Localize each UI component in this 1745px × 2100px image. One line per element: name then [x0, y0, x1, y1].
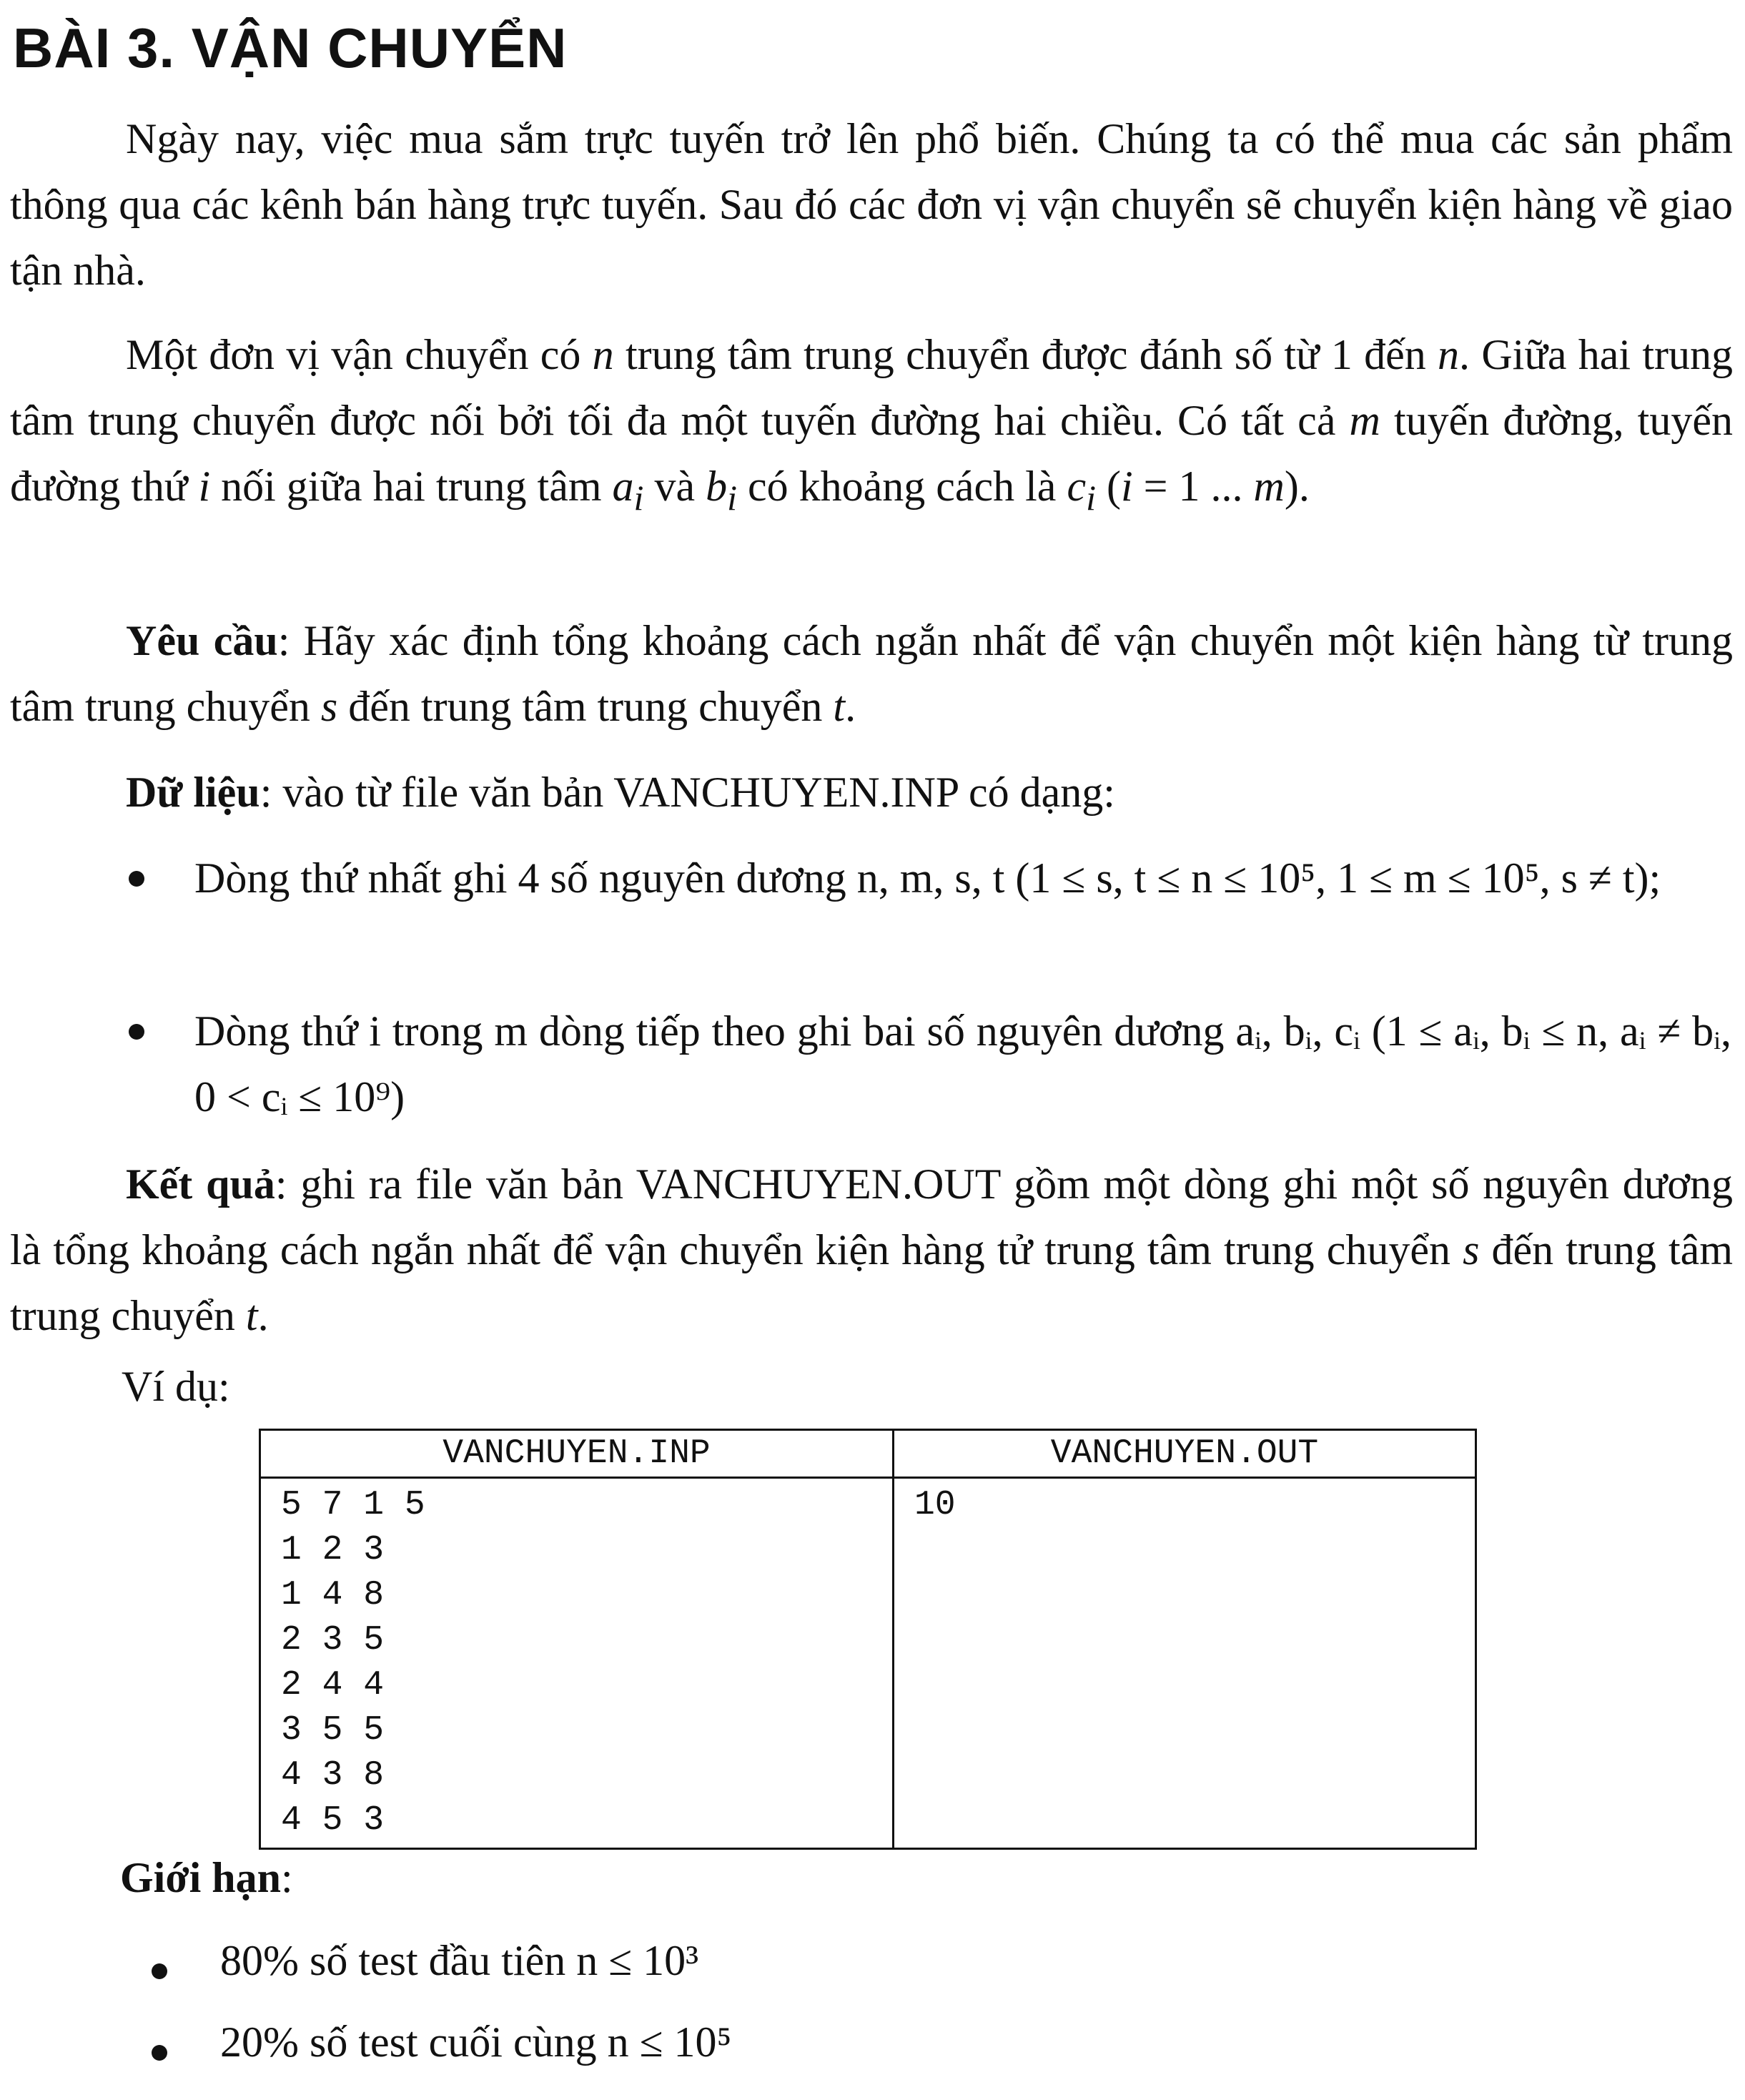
input-label: Dữ liệu — [126, 769, 260, 816]
text-span: tuyến đường, tuyến đường thứ — [10, 397, 1733, 510]
text-span: ( — [1096, 463, 1121, 510]
math-n: n — [592, 331, 614, 378]
input-line: 2 3 5 — [281, 1621, 385, 1660]
text-span: đến trung tâm trung chuyển — [10, 1226, 1733, 1339]
text-span: . — [845, 683, 856, 730]
text-span: Một đơn vị vận chuyển có — [126, 331, 593, 378]
input-bullet-2: Dòng thứ i trong m dòng tiếp theo ghi bai số nguyên dương aᵢ, bᵢ, cᵢ (1 ≤ aᵢ, bᵢ ≤ n, aᵢ ≠ bᵢ, 0 < cᵢ ≤ 10⁹) — [194, 1007, 1731, 1120]
math-b: b — [706, 463, 728, 510]
math-i: i — [198, 463, 211, 510]
example-output-cell — [894, 1478, 1476, 1849]
text-span: đến trung tâm trung chuyển — [337, 683, 834, 730]
text-span: có khoảng cách là — [736, 463, 1067, 510]
math-s: s — [1463, 1226, 1480, 1273]
input-line: 5 7 1 5 — [281, 1486, 425, 1524]
text-span: và — [643, 463, 706, 510]
input-line: 1 4 8 — [281, 1576, 385, 1615]
text-span: trung tâm trung chuyển được đánh số từ 1 đến — [613, 331, 1438, 378]
problem-title: BÀI 3. VẬN CHUYỂN — [13, 16, 568, 79]
header-output-file: VANCHUYEN.OUT — [894, 1430, 1476, 1478]
request-label: Yêu cầu — [126, 617, 278, 664]
input-paragraph — [126, 759, 1727, 825]
example-table — [259, 1429, 1477, 1850]
bullet-dot — [129, 1024, 144, 1040]
math-n: n — [1438, 331, 1460, 378]
text-span: : vào từ file văn bản VANCHUYEN.INP có dạng: — [259, 769, 1115, 816]
text-span: ). — [1284, 463, 1310, 510]
text-span: : ghi ra file văn bản VANCHUYEN.OUT gồm một dòng ghi một số nguyên dương là tổng khoảng cách ngắn nhất để vận chuyển kiện hàng tử trung tâm trung chuyển — [10, 1160, 1733, 1273]
input-line: 2 4 4 — [281, 1666, 385, 1705]
limits-bullet-2: 20% số test cuối cùng n ≤ 10⁵ — [220, 2018, 732, 2066]
request-paragraph — [10, 608, 1733, 739]
math-sub-i: i — [633, 478, 644, 518]
math-i: i — [1120, 463, 1133, 510]
output-paragraph — [10, 1151, 1733, 1349]
input-line: 1 2 3 — [281, 1531, 385, 1569]
text-span: = 1 ... — [1132, 463, 1254, 510]
math-t: t — [833, 683, 846, 730]
math-s: s — [320, 683, 338, 730]
math-bi — [706, 463, 737, 518]
example-header-row — [260, 1430, 1476, 1478]
intro-paragraph-1: Ngày nay, việc mua sắm trực tuyến trở lên phổ biến. Chúng ta có thể mua các sản phẩm thông qua các kênh bán hàng trực tuyến. Sau đó các đơn vị vận chuyển sẽ chuyển kiện hàng về giao tận nhà. — [10, 115, 1733, 294]
math-ci — [1067, 463, 1096, 518]
limits-label: Giới hạn — [120, 1854, 281, 1901]
limits-bullet-1: 80% số test đầu tiên n ≤ 10³ — [220, 1937, 699, 1984]
input-line: 4 3 8 — [281, 1756, 385, 1795]
intro-paragraph-2 — [10, 322, 1733, 531]
math-sub-i: i — [727, 478, 737, 518]
text-span: . — [257, 1292, 269, 1339]
bullet-dot — [152, 2045, 167, 2061]
bullet-dot — [152, 1963, 167, 1979]
math-t: t — [245, 1292, 258, 1339]
math-m: m — [1349, 397, 1380, 444]
math-c: c — [1067, 463, 1087, 510]
math-ai — [612, 463, 644, 518]
bullet-dot — [129, 871, 144, 887]
input-line: 3 5 5 — [281, 1711, 385, 1750]
limits-heading — [120, 1853, 293, 1903]
text-span: . Giữa hai trung tâm trung chuyển được nối bởi tối đa một tuyến đường hai chiều. Có tất cả — [10, 331, 1733, 444]
text-span: : — [280, 1854, 293, 1901]
header-input-file: VANCHUYEN.INP — [260, 1430, 894, 1478]
example-data-row — [260, 1478, 1476, 1849]
output-line: 10 — [914, 1486, 956, 1524]
math-a: a — [612, 463, 634, 510]
output-label: Kết quả — [126, 1160, 275, 1208]
example-label: Ví dụ: — [122, 1363, 230, 1410]
text-span: nối giữa hai trung tâm — [210, 463, 613, 510]
input-bullet-1: Dòng thứ nhất ghi 4 số nguyên dương n, m, s, t (1 ≤ s, t ≤ n ≤ 10⁵, 1 ≤ m ≤ 10⁵, s ≠ t); — [194, 854, 1661, 902]
math-sub-i: i — [1086, 478, 1096, 518]
input-line: 4 5 3 — [281, 1801, 385, 1840]
text-span: : Hãy xác định tổng khoảng cách ngắn nhất để vận chuyển một kiện hàng từ trung tâm trung chuyển — [10, 617, 1733, 730]
example-input-cell — [260, 1478, 894, 1849]
math-m: m — [1253, 463, 1285, 510]
